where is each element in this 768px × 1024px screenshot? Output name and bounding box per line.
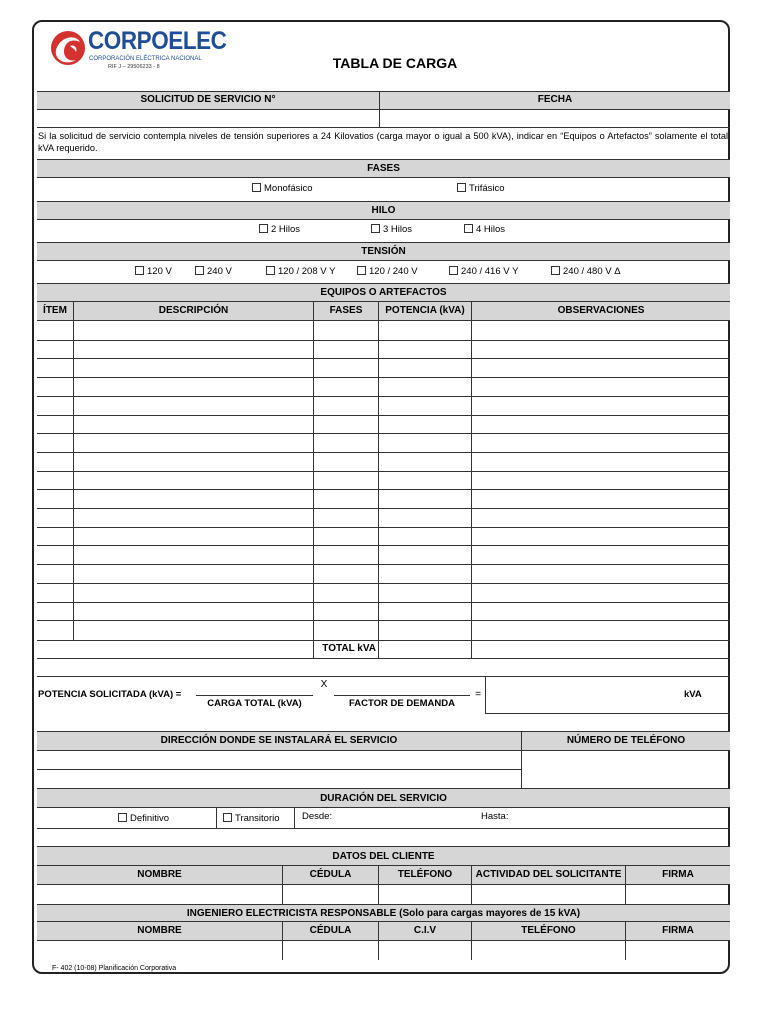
option-label: 240 / 416 V Y bbox=[461, 266, 519, 277]
cliente-col-nombre: NOMBRE bbox=[137, 869, 182, 880]
tension-240-416-checkbox[interactable] bbox=[449, 266, 518, 277]
checkbox-box-icon bbox=[252, 183, 261, 192]
checkbox-box-icon bbox=[371, 224, 380, 233]
checkbox-box-icon bbox=[195, 266, 204, 275]
hasta-label: Hasta: bbox=[481, 811, 509, 822]
checkbox-box-icon bbox=[259, 224, 268, 233]
option-label: 120 V bbox=[147, 266, 172, 277]
col-item: ÍTEM bbox=[43, 305, 67, 316]
checkbox-box-icon bbox=[464, 224, 473, 233]
option-label: Transitorio bbox=[235, 813, 280, 824]
form-code-footer: F- 402 (10-08) Planificación Corporativa bbox=[52, 965, 177, 972]
ing-col-civ: C.I.V bbox=[413, 925, 437, 936]
equals-sign: = bbox=[475, 689, 481, 700]
col-fases: FASES bbox=[329, 305, 363, 316]
telefono-input[interactable] bbox=[522, 752, 730, 788]
equipos-table-row[interactable] bbox=[37, 583, 730, 602]
solicitud-label: SOLICITUD DE SERVICIO N° bbox=[140, 94, 276, 105]
cliente-title: DATOS DEL CLIENTE bbox=[37, 846, 730, 866]
hilo-title: HILO bbox=[37, 201, 730, 220]
solicitud-input[interactable] bbox=[37, 110, 379, 127]
factor-demanda-label: FACTOR DE DEMANDA bbox=[349, 698, 455, 709]
col-potencia: POTENCIA (kVA) bbox=[385, 305, 465, 316]
fecha-label: FECHA bbox=[537, 94, 573, 105]
direccion-input-1[interactable] bbox=[37, 752, 521, 770]
logo-name: CORPOELEC bbox=[88, 27, 227, 55]
equipos-table-row[interactable] bbox=[37, 396, 730, 415]
fecha-input[interactable] bbox=[380, 110, 730, 127]
duracion-title: DURACIÓN DEL SERVICIO bbox=[37, 788, 730, 808]
tension-120-240-checkbox[interactable] bbox=[357, 266, 418, 277]
equipos-table-row[interactable] bbox=[37, 415, 730, 434]
potencia-label: POTENCIA SOLICITADA (kVA) = bbox=[38, 689, 182, 700]
direccion-title: DIRECCIÓN DONDE SE INSTALARÁ EL SERVICIO bbox=[160, 735, 398, 746]
checkbox-box-icon bbox=[551, 266, 560, 275]
equipos-table-row[interactable] bbox=[37, 471, 730, 490]
transitorio-checkbox[interactable] bbox=[223, 813, 280, 824]
option-label: 3 Hilos bbox=[383, 224, 413, 235]
ingeniero-title: INGENIERO ELECTRICISTA RESPONSABLE (Solo para cargas mayores de 15 kVA) bbox=[37, 904, 730, 922]
option-label: Trifásico bbox=[469, 183, 505, 194]
tension-240-480-checkbox[interactable] bbox=[551, 266, 621, 277]
total-kva-label: TOTAL kVA bbox=[322, 643, 376, 654]
equipos-table-row[interactable] bbox=[37, 377, 730, 396]
checkbox-box-icon bbox=[118, 813, 127, 822]
carga-total-label: CARGA TOTAL (kVA) bbox=[207, 698, 302, 709]
monofasico-checkbox[interactable] bbox=[252, 183, 313, 194]
ing-col-telefono: TELÉFONO bbox=[521, 925, 576, 936]
definitivo-checkbox[interactable] bbox=[118, 813, 169, 824]
cliente-col-actividad: ACTIVIDAD DEL SOLICITANTE bbox=[475, 869, 622, 880]
equipos-table-row[interactable] bbox=[37, 527, 730, 546]
x-sign: X bbox=[320, 679, 328, 690]
option-label: 240 V bbox=[207, 266, 232, 277]
equipos-table-row[interactable] bbox=[37, 321, 730, 340]
option-label: 240 / 480 V Δ bbox=[563, 266, 621, 277]
corpoelec-logo bbox=[50, 27, 227, 77]
equipos-table-row[interactable] bbox=[37, 545, 730, 564]
option-label: Monofásico bbox=[264, 183, 313, 194]
option-label: Definitivo bbox=[130, 813, 170, 824]
cliente-col-telefono: TELÉFONO bbox=[397, 869, 453, 880]
equipos-table-row[interactable] bbox=[37, 564, 730, 583]
equipos-table-row[interactable] bbox=[37, 358, 730, 377]
ing-col-nombre: NOMBRE bbox=[137, 925, 182, 936]
direccion-input-2[interactable] bbox=[37, 770, 521, 788]
telefono-title: NÚMERO DE TELÉFONO bbox=[566, 735, 686, 746]
equipos-table-row[interactable] bbox=[37, 340, 730, 359]
checkbox-box-icon bbox=[135, 266, 144, 275]
checkbox-box-icon bbox=[357, 266, 366, 275]
4-hilos-checkbox[interactable] bbox=[464, 224, 505, 235]
ing-col-firma: FIRMA bbox=[662, 925, 694, 936]
cliente-col-firma: FIRMA bbox=[662, 869, 694, 880]
checkbox-box-icon bbox=[449, 266, 458, 275]
option-label: 120 / 208 V Y bbox=[278, 266, 336, 277]
equipos-table-row[interactable] bbox=[37, 489, 730, 508]
equipos-title: EQUIPOS O ARTEFACTOS bbox=[37, 283, 730, 302]
option-label: 4 Hilos bbox=[476, 224, 506, 235]
equipos-table-row[interactable] bbox=[37, 452, 730, 471]
col-observaciones: OBSERVACIONES bbox=[557, 305, 645, 316]
option-label: 2 Hilos bbox=[271, 224, 301, 235]
checkbox-box-icon bbox=[266, 266, 275, 275]
equipos-table-row[interactable] bbox=[37, 602, 730, 621]
checkbox-box-icon bbox=[457, 183, 466, 192]
cliente-row[interactable] bbox=[37, 886, 730, 904]
kva-unit: kVA bbox=[684, 689, 702, 700]
ing-col-cedula: CÉDULA bbox=[309, 925, 352, 936]
2-hilos-checkbox[interactable] bbox=[259, 224, 300, 235]
checkbox-box-icon bbox=[223, 813, 232, 822]
ingeniero-row[interactable] bbox=[37, 942, 730, 960]
logo-subtitle: CORPORACIÓN ELÉCTRICA NACIONAL bbox=[89, 56, 202, 62]
total-kva-input[interactable] bbox=[379, 641, 471, 658]
tension-title: TENSIÓN bbox=[37, 242, 730, 261]
equipos-table-row[interactable] bbox=[37, 620, 730, 639]
3-hilos-checkbox[interactable] bbox=[371, 224, 412, 235]
trifasico-checkbox[interactable] bbox=[457, 183, 505, 194]
tension-120-208-checkbox[interactable] bbox=[266, 266, 335, 277]
tension-240v-checkbox[interactable] bbox=[195, 266, 232, 277]
tension-120v-checkbox[interactable] bbox=[135, 266, 172, 277]
logo-rif: RIF J – 29506233 - 8 bbox=[108, 64, 160, 70]
corpoelec-emblem-icon bbox=[50, 28, 86, 68]
desde-label: Desde: bbox=[302, 811, 333, 822]
kva-note: Si la solicitud de servicio contempla niveles de tensión superiores a 24 Kilovatios (carga mayor o igual a 500 kVA), indicar en “Equipos o Artefactos” solamente el total kVA requerido. bbox=[38, 131, 728, 153]
cliente-col-cedula: CÉDULA bbox=[309, 869, 352, 880]
page-title: TABLA DE CARGA bbox=[332, 55, 458, 71]
equipos-table-row[interactable] bbox=[37, 508, 730, 527]
fases-title: FASES bbox=[37, 159, 730, 178]
col-descripcion: DESCRIPCIÓN bbox=[158, 305, 229, 316]
option-label: 120 / 240 V bbox=[369, 266, 418, 277]
equipos-table-row[interactable] bbox=[37, 433, 730, 452]
